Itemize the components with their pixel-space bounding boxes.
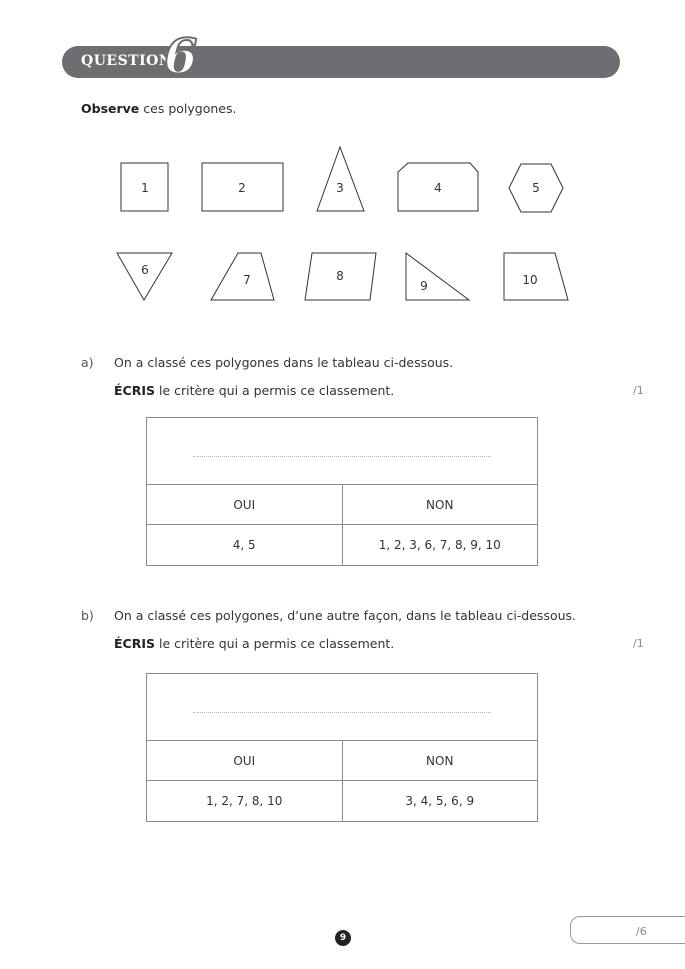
polygon-label-8: 8 xyxy=(336,269,344,283)
part-a-yes-values: 4, 5 xyxy=(147,525,343,566)
page-number: 9 xyxy=(335,930,351,946)
part-a-yes-header: OUI xyxy=(147,485,343,525)
intro-rest: ces polygones. xyxy=(139,101,237,116)
part-a-letter: a) xyxy=(81,355,94,370)
polygon-label-6: 6 xyxy=(141,263,149,277)
part-a-no-values: 1, 2, 3, 6, 7, 8, 9, 10 xyxy=(342,525,538,566)
part-a-no-header: NON xyxy=(342,485,538,525)
part-a-instruction: On a classé ces polygones dans le tableau ci-dessous. xyxy=(114,355,454,370)
polygon-label-10: 10 xyxy=(522,273,538,287)
part-b-verb: ÉCRIS xyxy=(114,636,155,651)
polygon-3 xyxy=(317,147,364,211)
part-a-answer-field[interactable] xyxy=(147,418,538,485)
polygon-label-3: 3 xyxy=(336,181,344,195)
answer-dotted-line xyxy=(193,456,491,457)
part-b-task xyxy=(114,636,394,651)
part-b-answer-field[interactable] xyxy=(147,674,538,741)
part-b-no-header: NON xyxy=(342,741,538,781)
part-a-verb: ÉCRIS xyxy=(114,383,155,398)
part-b-letter: b) xyxy=(81,608,94,623)
polygon-label-5: 5 xyxy=(532,181,540,195)
polygon-label-1: 1 xyxy=(141,181,149,195)
polygon-label-7: 7 xyxy=(243,273,251,287)
part-b-table xyxy=(146,673,538,822)
part-a-score: /1 xyxy=(633,384,644,397)
polygon-9 xyxy=(406,253,469,300)
intro-verb: Observe xyxy=(81,101,140,116)
part-b-instruction: On a classé ces polygones, d’une autre façon, dans le tableau ci-dessous. xyxy=(114,608,577,623)
part-b-yes-header: OUI xyxy=(147,741,343,781)
question-number: 6 xyxy=(164,29,198,85)
answer-dotted-line xyxy=(193,712,491,713)
polygons-figure xyxy=(0,130,685,310)
part-a-task-rest: le critère qui a permis ce classement. xyxy=(155,383,395,398)
polygon-label-9: 9 xyxy=(420,279,428,293)
part-b-task-rest: le critère qui a permis ce classement. xyxy=(155,636,395,651)
total-score: /6 xyxy=(636,925,647,938)
part-b-yes-values: 1, 2, 7, 8, 10 xyxy=(147,781,343,822)
intro-text xyxy=(81,101,236,116)
total-score-box xyxy=(570,916,685,944)
polygon-label-2: 2 xyxy=(238,181,246,195)
question-label: QUESTION xyxy=(81,53,173,69)
part-b-no-values: 3, 4, 5, 6, 9 xyxy=(342,781,538,822)
part-b-score: /1 xyxy=(633,637,644,650)
part-a-task xyxy=(114,383,394,398)
part-a-table xyxy=(146,417,538,566)
polygon-label-4: 4 xyxy=(434,181,442,195)
